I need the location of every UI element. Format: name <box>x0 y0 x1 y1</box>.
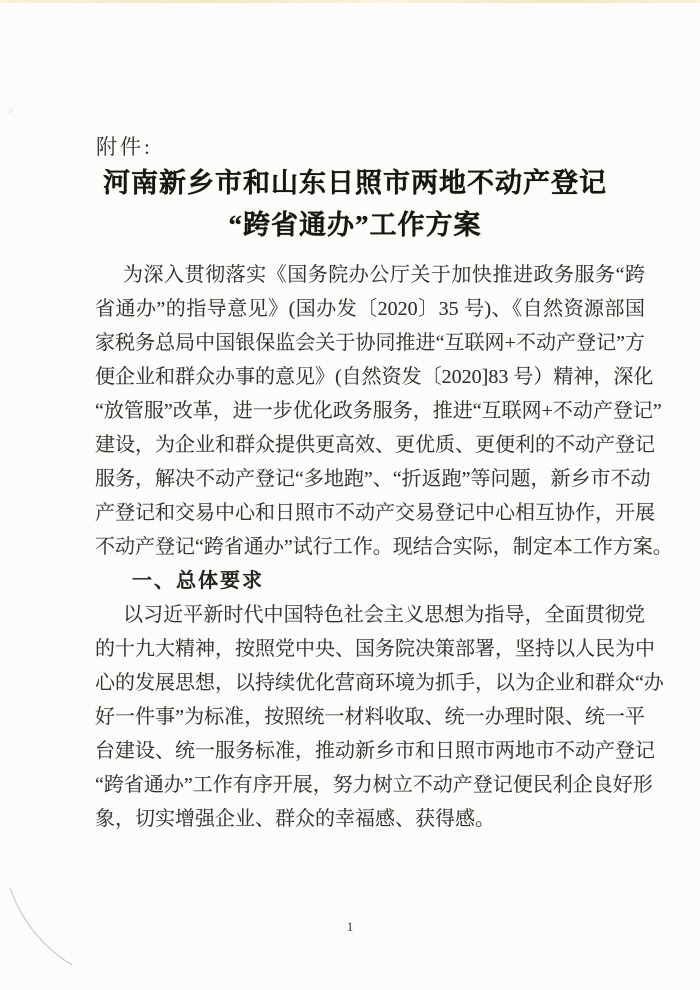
paragraph-line: 好一件事”为标准，按照统一材料收取、统一办理时限、统一平 <box>95 706 645 728</box>
body-paragraph-2 <box>95 598 664 836</box>
paragraph-line: 不动产登记“跨省通办”试行工作。现结合实际，制定本工作方案。 <box>95 536 673 558</box>
paragraph-line: 建设，为企业和群众提供更高效、更优质、更便利的不动产登记 <box>95 434 655 456</box>
scan-fleck-artifact <box>8 108 17 117</box>
page-number: 1 <box>346 919 354 934</box>
paragraph-line: 产登记和交易中心和日照市不动产交易登记中心相互协作，开展 <box>95 502 655 524</box>
document-title-line2: “跨省通办”工作方案 <box>228 210 482 240</box>
paragraph-line: 家税务总局中国银保监会关于协同推进“互联网+不动产登记”方 <box>95 332 645 354</box>
attachment-label: 附件: <box>96 135 153 159</box>
paragraph-line: 便企业和群众办事的意见》(自然资发〔2020]83 号）精神，深化 <box>95 366 654 388</box>
paragraph-line: “放管服”改革，进一步优化政务服务，推进“互联网+不动产登记” <box>95 400 662 422</box>
document-body <box>95 258 673 836</box>
paragraph-line: 以习近平新时代中国特色社会主义思想为指导，全面贯彻党 <box>123 604 645 626</box>
paragraph-line: 为深入贯彻落实《国务院办公厅关于加快推进政务服务“跨 <box>123 264 645 286</box>
paragraph-line: 象，切实增强企业、群众的幸福感、获得感。 <box>95 808 495 830</box>
paragraph-line: 心的发展思想，以持续优化营商环境为抓手，以为企业和群众“办 <box>95 672 664 694</box>
body-paragraph-1 <box>95 258 673 564</box>
paragraph-line: 省通办”的指导意见》(国办发〔2020〕35 号)、《自然资源部国 <box>95 298 645 320</box>
section-heading-1: 一、总体要求 <box>132 570 264 592</box>
scan-top-edge <box>0 0 700 3</box>
document-title-line1: 河南新乡市和山东日照市两地不动产登记 <box>103 168 607 198</box>
paragraph-line: 服务，解决不动产登记“多地跑”、“折返跑”等问题，新乡市不动 <box>95 468 651 490</box>
paragraph-line: “跨省通办”工作有序开展，努力树立不动产登记便民利企良好形 <box>95 774 653 796</box>
paragraph-line: 台建设、统一服务标准，推动新乡市和日照市两地市不动产登记 <box>95 740 655 762</box>
paragraph-line: 的十九大精神，按照党中央、国务院决策部署，坚持以人民为中 <box>95 638 655 660</box>
